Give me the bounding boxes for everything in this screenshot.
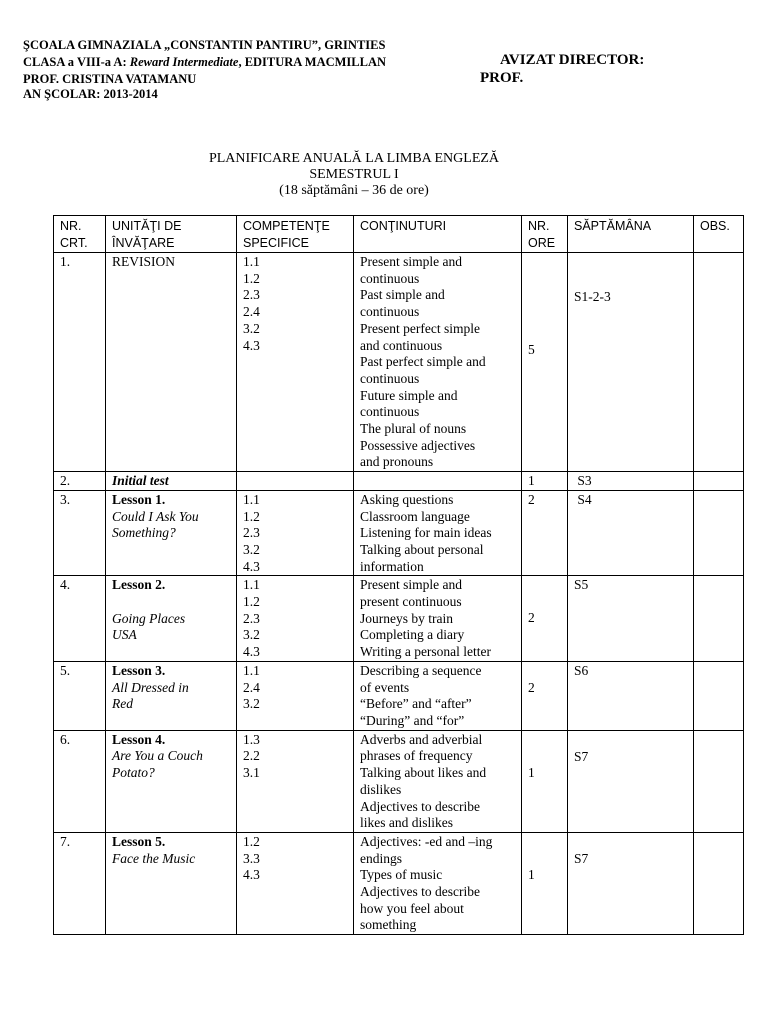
continut-item: “Before” and “after”	[360, 696, 472, 712]
unit-subtitle: Red	[112, 696, 133, 712]
nr-ore-cell	[522, 490, 568, 576]
continut-item: Types of music	[360, 867, 443, 883]
saptamana-cell	[568, 472, 694, 491]
nr-ore-cell	[522, 730, 568, 832]
continut-item: information	[360, 558, 424, 574]
unit-title: Initial test	[112, 473, 169, 489]
table-row	[54, 832, 744, 934]
continut-item: and continuous	[360, 337, 443, 353]
obs-cell	[694, 730, 744, 832]
continut-item: “During” and “for”	[360, 712, 465, 728]
competente-cell	[237, 832, 354, 934]
continut-item: Classroom language	[360, 508, 470, 524]
continut-item: continuous	[360, 270, 420, 286]
continut-item: continuous	[360, 404, 420, 420]
unit-title: Lesson 1.	[112, 491, 166, 507]
semester-duration: (18 săptămâni – 36 de ore)	[279, 183, 429, 198]
competente-cell	[237, 661, 354, 730]
teacher-name: PROF. CRISTINA VATAMANU	[23, 72, 197, 86]
table-row	[54, 472, 744, 491]
col-competente: COMPETENŢE SPECIFICE	[237, 216, 354, 253]
continut-item: of events	[360, 679, 410, 695]
unit-title: Lesson 4.	[112, 731, 166, 747]
unit-cell	[106, 472, 237, 491]
obs-cell	[694, 490, 744, 576]
continut-item: something	[360, 917, 417, 933]
row-number: 2.	[54, 472, 106, 491]
ore-value: 5	[528, 342, 535, 357]
textbook-name: Reward Intermediate	[129, 55, 239, 69]
saptamana-cell	[568, 576, 694, 662]
ore-value: 2	[528, 679, 535, 695]
competenta-code: 3.3	[243, 850, 260, 866]
continuturi-cell	[354, 661, 522, 730]
continuturi-cell	[354, 832, 522, 934]
obs-cell	[694, 832, 744, 934]
continuturi-cell	[354, 490, 522, 576]
competenta-code: 1.1	[243, 491, 260, 507]
unit-subtitle: Face the Music	[112, 850, 196, 866]
nr-ore-cell	[522, 576, 568, 662]
continuturi-cell	[354, 253, 522, 472]
row-number: 6.	[54, 730, 106, 832]
continut-item: dislikes	[360, 781, 402, 797]
competente-cell	[237, 253, 354, 472]
school-name: ŞCOALA GIMNAZIALA „CONSTANTIN PANTIRU”, GRINTIES	[23, 38, 386, 52]
publisher: , EDITURA MACMILLAN	[238, 55, 387, 69]
obs-cell	[694, 661, 744, 730]
competenta-code: 3.2	[243, 541, 260, 557]
unit-cell	[106, 253, 237, 472]
competenta-code: 3.2	[243, 696, 260, 712]
continut-item: Talking about likes and	[360, 765, 487, 781]
competenta-code: 4.3	[243, 558, 260, 574]
continut-item: Possessive adjectives	[360, 437, 476, 453]
saptamana-value: S4	[574, 491, 592, 507]
col-saptamana: SĂPTĂMÂNA	[568, 216, 694, 253]
ore-value: 2	[528, 610, 535, 626]
table-row	[54, 730, 744, 832]
unit-cell	[106, 832, 237, 934]
saptamana-value: S5	[574, 577, 589, 593]
continut-item: Journeys by train	[360, 610, 453, 626]
competenta-code: 2.3	[243, 610, 260, 626]
unit-title: REVISION	[112, 254, 175, 269]
continut-item: Completing a diary	[360, 627, 465, 643]
col-unitati: UNITĂŢI DE ÎNVĂŢARE	[106, 216, 237, 253]
competenta-code: 1.1	[243, 254, 260, 269]
continut-item: Writing a personal letter	[360, 644, 492, 660]
unit-subtitle: Something?	[112, 525, 176, 541]
unit-subtitle: Are You a Couch	[112, 748, 203, 764]
continut-item: Past simple and	[360, 287, 445, 303]
saptamana-value: S7	[574, 748, 589, 764]
competenta-code: 4.3	[243, 644, 260, 660]
continut-item: Adverbs and adverbial	[360, 731, 483, 747]
saptamana-cell	[568, 490, 694, 576]
unit-title: Lesson 2.	[112, 577, 166, 593]
competente-cell	[237, 472, 354, 491]
saptamana-cell	[568, 661, 694, 730]
continut-item: Adjectives to describe	[360, 798, 480, 814]
table-row	[54, 661, 744, 730]
table-row	[54, 253, 744, 472]
competenta-code: 1.2	[243, 833, 260, 849]
obs-cell	[694, 253, 744, 472]
nr-ore-cell	[522, 832, 568, 934]
continut-item: Describing a sequence	[360, 662, 482, 678]
school-year: AN ŞCOLAR: 2013-2014	[23, 87, 158, 101]
competenta-code: 1.1	[243, 577, 260, 593]
table-row	[54, 576, 744, 662]
continut-item: and pronouns	[360, 454, 434, 470]
continut-item: phrases of frequency	[360, 748, 473, 764]
row-number: 1.	[54, 253, 106, 472]
col-obs: OBS.	[694, 216, 744, 253]
competenta-code: 2.3	[243, 287, 260, 303]
competenta-code: 1.2	[243, 594, 260, 610]
saptamana-value: S1-2-3	[574, 289, 611, 304]
ore-value: 1	[528, 764, 535, 780]
unit-title: Lesson 5.	[112, 833, 166, 849]
competenta-code: 2.2	[243, 748, 260, 764]
competente-cell	[237, 576, 354, 662]
col-nr-crt: NR. CRT.	[54, 216, 106, 253]
unit-title: Lesson 3.	[112, 662, 166, 678]
semester-title: SEMESTRUL I	[309, 167, 399, 182]
nr-ore-cell	[522, 253, 568, 472]
continut-item: continuous	[360, 370, 420, 386]
competenta-code: 1.1	[243, 662, 260, 678]
competenta-code: 2.4	[243, 304, 260, 320]
saptamana-cell	[568, 253, 694, 472]
saptamana-cell	[568, 730, 694, 832]
continut-item: Present perfect simple	[360, 320, 480, 336]
ore-value: 1	[528, 473, 535, 489]
saptamana-cell	[568, 832, 694, 934]
competenta-code: 2.4	[243, 679, 260, 695]
col-nr-ore: NR. ORE	[522, 216, 568, 253]
unit-cell	[106, 661, 237, 730]
plan-title: PLANIFICARE ANUALĂ LA LIMBA ENGLEZĂ	[208, 151, 500, 166]
competenta-code: 4.3	[243, 337, 260, 353]
competenta-code: 3.2	[243, 627, 260, 643]
saptamana-value: S6	[574, 662, 589, 678]
obs-cell	[694, 576, 744, 662]
row-number: 3.	[54, 490, 106, 576]
competenta-code: 3.2	[243, 320, 260, 336]
row-number: 5.	[54, 661, 106, 730]
class-info	[23, 55, 386, 70]
nr-ore-cell	[522, 472, 568, 491]
unit-subtitle: All Dressed in	[112, 679, 189, 695]
table-header-row	[54, 216, 744, 253]
continuturi-cell	[354, 576, 522, 662]
continut-item: likes and dislikes	[360, 815, 453, 831]
continut-item: Adjectives: -ed and –ing	[360, 833, 493, 849]
avizat-prof: PROF.	[480, 70, 524, 86]
row-number: 4.	[54, 576, 106, 662]
continut-item: present continuous	[360, 594, 462, 610]
continut-item: Present simple and	[360, 254, 462, 269]
unit-cell	[106, 576, 237, 662]
competenta-code: 4.3	[243, 867, 260, 883]
continut-item: Asking questions	[360, 491, 454, 507]
competente-cell	[237, 490, 354, 576]
competenta-code: 1.2	[243, 270, 260, 286]
class-prefix: CLASA a VIII-a A:	[23, 55, 130, 69]
competenta-code: 1.3	[243, 731, 260, 747]
saptamana-value: S7	[574, 850, 589, 866]
unit-cell	[106, 730, 237, 832]
nr-ore-cell	[522, 661, 568, 730]
continut-item: continuous	[360, 304, 420, 320]
ore-value: 2	[528, 491, 535, 507]
row-number: 7.	[54, 832, 106, 934]
continut-item: Adjectives to describe	[360, 884, 480, 900]
competenta-code: 3.1	[243, 765, 260, 781]
continuturi-cell	[354, 472, 522, 491]
unit-subtitle: Going Places	[112, 610, 186, 626]
col-continuturi: CONŢINUTURI	[354, 216, 522, 253]
continut-item: The plural of nouns	[360, 421, 467, 437]
unit-subtitle: Potato?	[112, 765, 155, 781]
continuturi-cell	[354, 730, 522, 832]
unit-subtitle: Could I Ask You	[112, 508, 199, 524]
saptamana-value: S3	[574, 473, 592, 489]
continut-item: Talking about personal	[360, 541, 484, 557]
continut-item: endings	[360, 850, 402, 866]
unit-subtitle: USA	[112, 627, 137, 643]
competenta-code: 2.3	[243, 525, 260, 541]
table-row	[54, 490, 744, 576]
continut-item: Listening for main ideas	[360, 525, 492, 541]
unit-cell	[106, 490, 237, 576]
unit-subtitle	[112, 594, 232, 611]
continut-item: Present simple and	[360, 577, 462, 593]
planning-table	[53, 215, 744, 935]
competenta-code: 1.2	[243, 508, 260, 524]
avizat-director: AVIZAT DIRECTOR:	[500, 52, 645, 68]
obs-cell	[694, 472, 744, 491]
continut-item: how you feel about	[360, 900, 464, 916]
continut-item: Past perfect simple and	[360, 354, 486, 370]
ore-value: 1	[528, 866, 535, 882]
continut-item: Future simple and	[360, 387, 458, 403]
competente-cell	[237, 730, 354, 832]
